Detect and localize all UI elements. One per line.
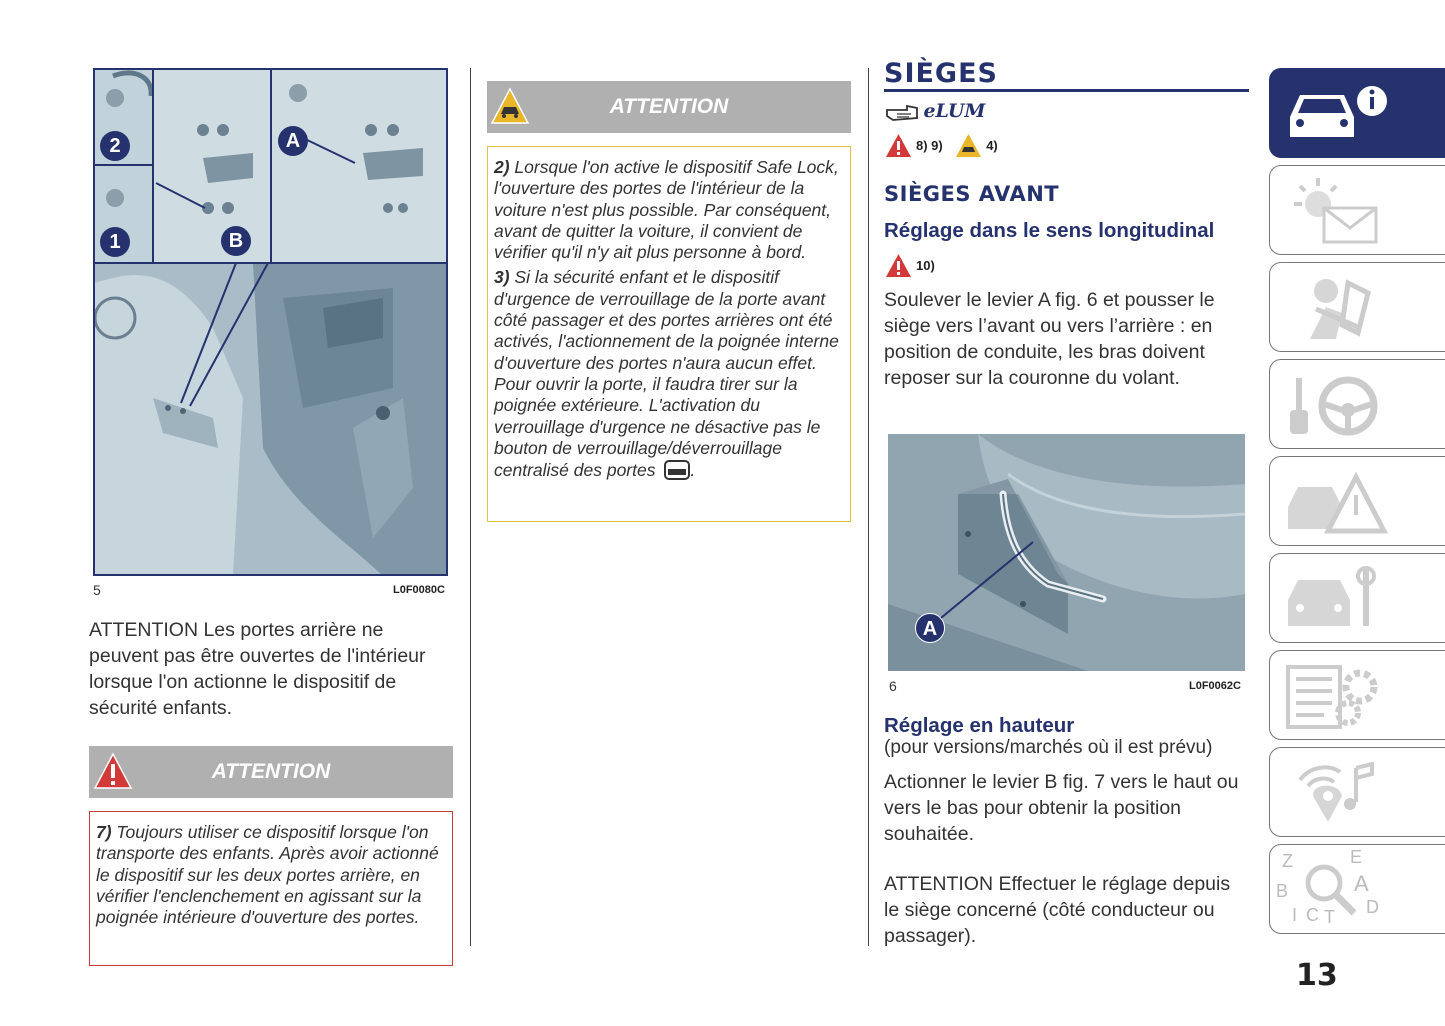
- figure-code-6: L0F0062C: [1189, 680, 1241, 692]
- refs-yellow: 4): [986, 138, 998, 153]
- subsection-title: SIÈGES AVANT: [884, 182, 1060, 206]
- figure-6-seat-lever: [888, 434, 1245, 671]
- warning-ref-7: 7): [96, 822, 112, 842]
- emergency-icon: [1284, 467, 1394, 537]
- figure-number-6: 6: [889, 678, 897, 694]
- index-letter-e: E: [1350, 847, 1363, 867]
- danger-warning-icon: [885, 253, 912, 278]
- tab-index[interactable]: [1269, 844, 1445, 934]
- heading-longitudinal: Réglage dans le sens longitudinal: [884, 219, 1215, 242]
- multimedia-icon: [1294, 758, 1384, 828]
- warning-references: [885, 133, 998, 161]
- child-safety-paragraph: ATTENTION Les portes arrière ne peuvent pas être ouvertes de l'intérieur lorsque l'on actionne le dispositif de sécurité enfants.: [89, 619, 426, 719]
- section-title: SIÈGES: [884, 58, 998, 89]
- figure-5-door-child-lock: [93, 68, 448, 576]
- warning-text-safe-lock: Lorsque l'on active le dispositif Safe Lock, l'ouverture des portes de l'intérieur de la voiture n'est plus possible. Par conséquent, avant de quitter la voiture, il convient de vérifier qu'il n'y ait plus personne à bord.: [494, 157, 839, 263]
- warning-ref-3: 3): [494, 267, 510, 288]
- tab-safety[interactable]: [1269, 262, 1445, 352]
- elum-equipment-marker: [885, 100, 985, 126]
- central-lock-icon: [664, 459, 690, 481]
- car-info-icon: [1282, 81, 1392, 145]
- warning-text-end: .: [690, 460, 696, 481]
- tab-multimedia[interactable]: [1269, 747, 1445, 837]
- warning-box-left: [89, 811, 453, 966]
- warning-reference-10: [885, 253, 935, 279]
- elum-label: eLUM: [923, 100, 986, 122]
- title-underline: [884, 89, 1249, 92]
- longitudinal-paragraph: Soulever le levier A fig. 6 et pousser le siège vers l’avant ou vers l’arrière : en position de conduite, les bras doivent reposer sur la couronne du volant.: [884, 289, 1215, 389]
- callout-a-seat: A: [915, 613, 945, 643]
- index-letter-t: T: [1324, 907, 1335, 927]
- attention-paragraph: ATTENTION Effectuer le réglage depuis le siège concerné (côté conducteur ou passager).: [884, 873, 1231, 947]
- warning-text-emergency-lock: Si la sécurité enfant et le dispositif d'urgence de verrouillage de la porte avant côté passager et des portes arrières ont été activés, l'actionnement de la poignée interne d'ouverture des portes n'aura aucun effet. Pour ouvrir la porte, il faudra tirer sur la poignée extérieure. L'activation du verrouillage d'urgence ne désactive pas le bouton de verrouillage/déverrouillage centralisé des portes: [494, 267, 839, 481]
- refs-red: 8) 9): [916, 138, 943, 153]
- column-divider-right: [868, 68, 869, 946]
- height-paragraph: Actionner le levier B fig. 7 vers le haut ou vers le bas pour obtenir la position souhaitée.: [884, 771, 1239, 845]
- warning-text-left: Toujours utiliser ce dispositif lorsque l'on transporte des enfants. Après avoir actionné le dispositif sur les deux portes arrière, en vérifier l'enclenchement en agissant sur la poignée intérieure d'ouverture des portes.: [96, 822, 439, 928]
- pointing-hand-icon: [885, 100, 919, 124]
- tab-starting-driving[interactable]: [1269, 359, 1445, 449]
- warning-title-left: ATTENTION: [211, 760, 331, 783]
- warning-header-middle: [487, 81, 851, 133]
- tab-emergency[interactable]: [1269, 456, 1445, 546]
- callout-1: 1: [100, 227, 130, 257]
- ref-10: 10): [916, 258, 935, 273]
- index-letter-z: Z: [1282, 851, 1293, 871]
- callout-b: B: [221, 226, 251, 256]
- tab-lights-messages[interactable]: [1269, 165, 1445, 255]
- warning-box-middle: [487, 146, 851, 522]
- figure-code: L0F0080C: [393, 584, 445, 596]
- heading-height: Réglage en hauteur: [884, 714, 1075, 737]
- caution-car-icon: [955, 133, 982, 158]
- starting-driving-icon: [1286, 370, 1386, 440]
- technical-data-icon: [1284, 661, 1394, 731]
- index-letter-d: D: [1366, 897, 1379, 917]
- figure-number: 5: [93, 582, 101, 598]
- magnifier-icon: [1300, 859, 1360, 919]
- index-letter-a: A: [1354, 871, 1369, 896]
- page-number: 13: [1296, 958, 1338, 993]
- height-availability-note: (pour versions/marchés où il est prévu): [884, 737, 1213, 758]
- warning-title-middle: ATTENTION: [609, 95, 729, 118]
- tab-technical-data[interactable]: [1269, 650, 1445, 740]
- callout-2: 2: [100, 131, 130, 161]
- safety-airbag-icon: [1296, 273, 1386, 343]
- callout-a: A: [278, 126, 308, 156]
- column-divider-left: [470, 68, 471, 946]
- danger-warning-icon: [885, 133, 912, 158]
- maintenance-icon: [1284, 564, 1394, 634]
- warning-header-left: [89, 746, 453, 798]
- warning-ref-2: 2): [494, 157, 510, 177]
- index-letter-i: I: [1292, 905, 1298, 925]
- tab-maintenance[interactable]: [1269, 553, 1445, 643]
- index-letter-b: B: [1276, 881, 1289, 901]
- lights-messages-icon: [1284, 176, 1394, 246]
- tab-car-info[interactable]: [1269, 68, 1445, 158]
- index-letter-c: C: [1306, 905, 1319, 925]
